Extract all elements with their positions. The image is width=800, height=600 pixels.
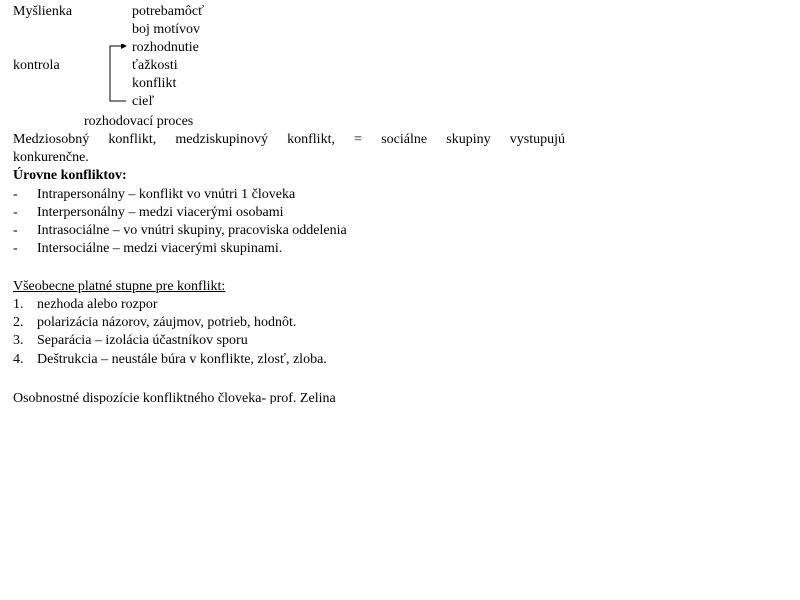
list-marker: 2. xyxy=(13,315,24,330)
list-item xyxy=(13,351,327,369)
list-marker: 4. xyxy=(13,352,24,367)
list-marker: - xyxy=(13,241,18,256)
paragraph-word: vystupujú xyxy=(509,132,566,147)
feedback-bracket-arrow xyxy=(108,44,128,106)
list-marker: - xyxy=(13,205,18,220)
clipped-top-line xyxy=(0,0,800,3)
list-marker: - xyxy=(13,187,18,202)
diagram-item: rozhodnutie xyxy=(132,40,199,55)
diagram-item: potrebamôcť xyxy=(132,4,205,19)
list-marker: - xyxy=(13,223,18,238)
footer-line: Osobnostné dispozície konfliktného človeka- prof. Zelina xyxy=(13,391,336,404)
list-item xyxy=(13,222,347,240)
list-item-text: Intrapersonálny – konflikt vo vnútri 1 človeka xyxy=(37,187,296,202)
paragraph-word: skupiny xyxy=(446,132,491,147)
diagram-item: konflikt xyxy=(132,76,177,91)
list-item-text: Separácia – izolácia účastníkov sporu xyxy=(37,333,248,348)
diagram-label-myslienka: Myšlienka xyxy=(13,4,73,19)
diagram-label-rozhodovaci-proces: rozhodovací proces xyxy=(84,114,194,129)
list-item xyxy=(13,314,296,332)
list-item-text: polarizácia názorov, záujmov, potrieb, hodnôt. xyxy=(37,315,297,330)
list-item-text: nezhoda alebo rozpor xyxy=(37,297,158,312)
list-item xyxy=(13,240,282,258)
stages-heading: Všeobecne platné stupne pre konflikt: xyxy=(13,279,226,294)
list-item xyxy=(13,186,295,204)
list-item xyxy=(13,204,283,222)
diagram-item: boj motívov xyxy=(132,22,201,37)
diagram-label-kontrola: kontrola xyxy=(13,58,60,73)
paragraph-line-1 xyxy=(13,131,565,149)
diagram-item: cieľ xyxy=(132,94,155,109)
list-item-text: Deštrukcia – neustále búra v konflikte, zlosť, zloba. xyxy=(37,352,327,367)
paragraph-word: konflikt, xyxy=(108,132,157,147)
list-item-text: Intersociálne – medzi viacerými skupinami. xyxy=(37,241,283,256)
paragraph-word: medziskupinový xyxy=(175,132,268,147)
list-marker: 3. xyxy=(13,333,24,348)
paragraph-word: = xyxy=(354,132,363,147)
list-item xyxy=(13,296,158,314)
list-marker: 1. xyxy=(13,297,24,312)
paragraph-word: konflikt, xyxy=(287,132,335,147)
list-item xyxy=(13,332,248,350)
diagram-item: ťažkosti xyxy=(132,58,178,73)
list-item-text: Interpersonálny – medzi viacerými osobami xyxy=(37,205,284,220)
list-item-text: Intrasociálne – vo vnútri skupiny, pracoviska oddelenia xyxy=(37,223,347,238)
paragraph-word: sociálne xyxy=(381,132,428,147)
paragraph-line-2: konkurenčne. xyxy=(13,150,89,165)
paragraph-word: Medziosobný xyxy=(13,132,90,147)
levels-heading: Úrovne konfliktov: xyxy=(13,168,127,183)
